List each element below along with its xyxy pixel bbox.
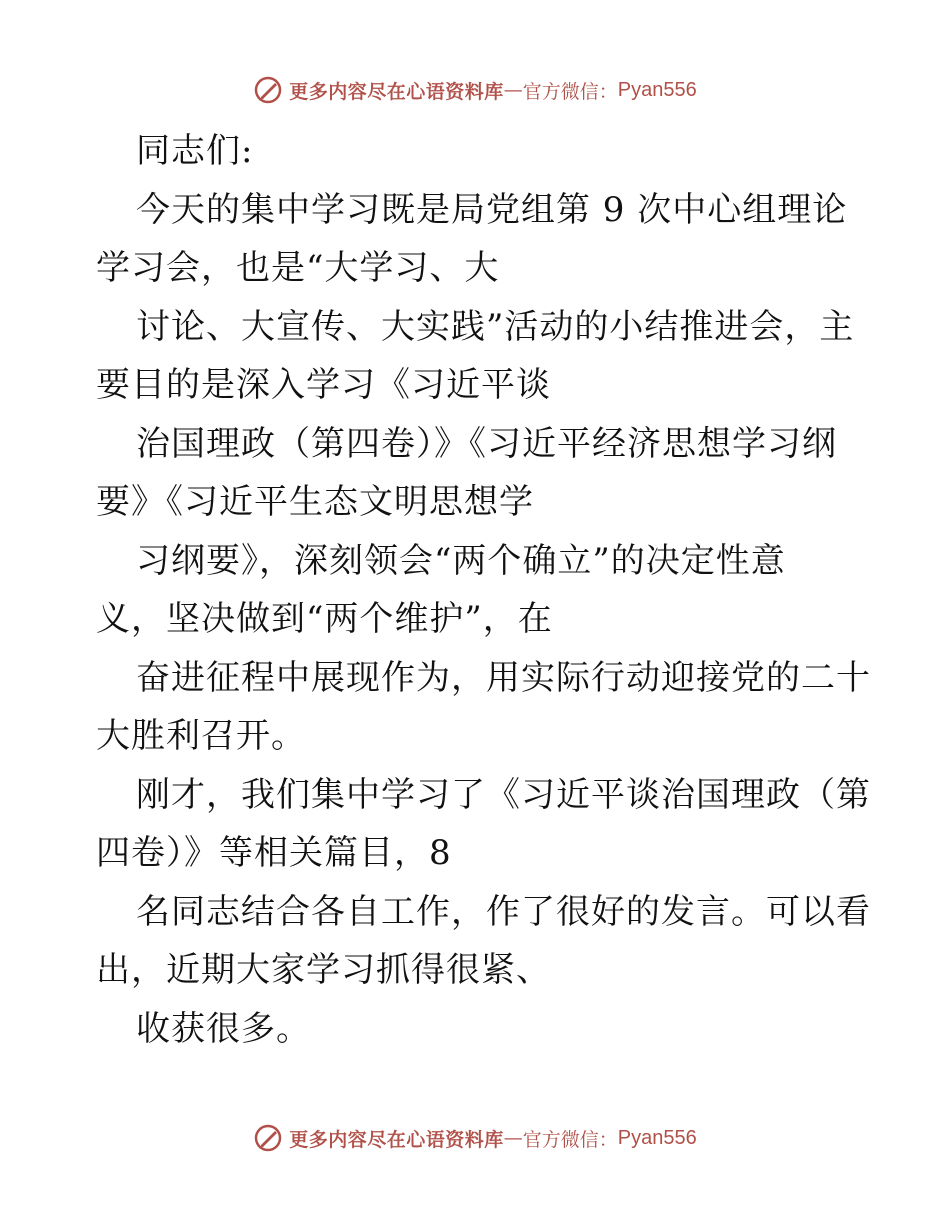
document-body bbox=[96, 122, 871, 1058]
banner-wechat-id: Pyan556 bbox=[617, 1126, 697, 1149]
text-line: 今天的集中学习既是局党组第 9 次中心组理论 bbox=[136, 189, 848, 230]
banner-slogan: 更多内容尽在心语资料库 bbox=[289, 80, 504, 103]
text-line: 同志们: bbox=[136, 131, 254, 171]
text-line: 收获很多。 bbox=[136, 1008, 311, 1049]
banner-slogan: 更多内容尽在心语资料库 bbox=[289, 1128, 504, 1151]
text-line: 要》《习近平生态文明思想学 bbox=[96, 482, 534, 522]
banner-separator: — bbox=[503, 1127, 523, 1149]
pen-logo-icon bbox=[253, 1123, 283, 1153]
text-line: 四卷）》等相关篇目，8 bbox=[96, 833, 452, 873]
text-line: 习纲要》，深刻领会“两个确立”的决定性意 bbox=[136, 540, 786, 581]
header-banner bbox=[0, 70, 950, 110]
text-line: 讨论、大宣传、大实践”活动的小结推进会，主 bbox=[136, 306, 855, 347]
text-line: 学习会，也是“大学习、大 bbox=[96, 248, 500, 288]
text-line: 刚才，我们集中学习了《习近平谈治国理政（第 bbox=[136, 774, 871, 815]
text-line: 奋进征程中展现作为，用实际行动迎接党的二十 bbox=[136, 657, 871, 698]
text-line: 义，坚决做到“两个维护”，在 bbox=[96, 599, 553, 639]
text-line: 名同志结合各自工作，作了很好的发言。可以看 bbox=[136, 891, 871, 932]
banner-wechat-id: Pyan556 bbox=[617, 78, 697, 101]
banner-wechat-label: 官方微信： bbox=[522, 1128, 618, 1151]
banner-separator: — bbox=[503, 79, 523, 101]
text-line: 大胜利召开。 bbox=[96, 716, 306, 756]
banner-wechat-label: 官方微信： bbox=[522, 80, 618, 103]
text-line: 要目的是深入学习《习近平谈 bbox=[96, 365, 551, 405]
text-line: 出，近期大家学习抓得很紧、 bbox=[96, 950, 551, 990]
text-line: 治国理政（第四卷）》《习近平经济思想学习纲 bbox=[136, 423, 837, 464]
pen-logo-icon bbox=[253, 75, 283, 105]
footer-banner bbox=[0, 1118, 950, 1158]
